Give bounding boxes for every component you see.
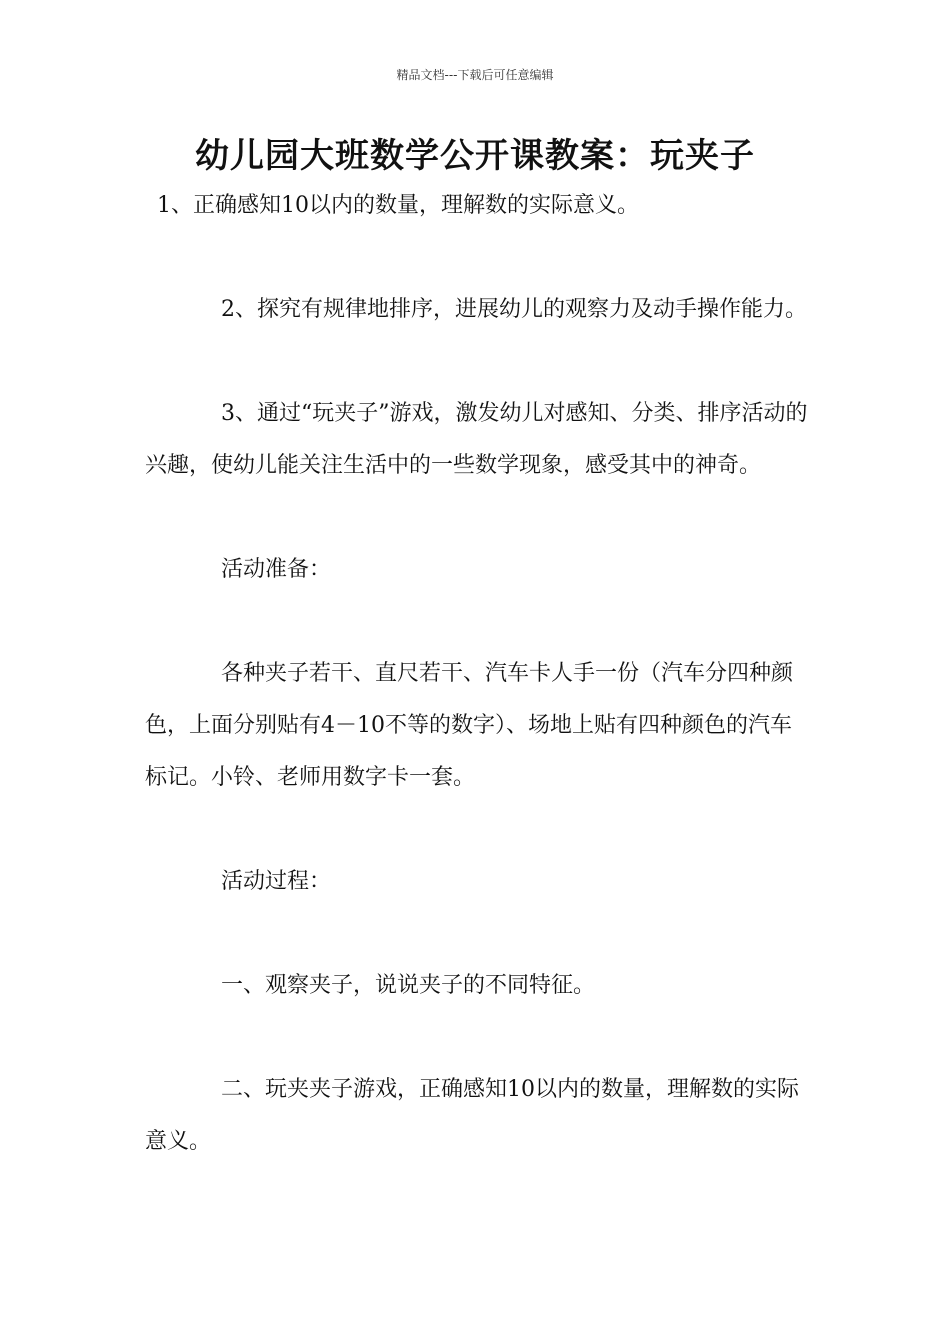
document-title: 幼儿园大班数学公开课教案：玩夹子 (195, 136, 755, 176)
document-body (145, 180, 810, 1168)
section-heading-process: 活动过程： (221, 869, 332, 894)
objective-1: 1、正确感知10以内的数量，理解数的实际意义。 (157, 193, 639, 218)
process-step-1: 一、观察夹子，说说夹子的不同特征。 (221, 973, 596, 998)
objective-2: 2、探究有规律地排序，进展幼儿的观察力及动手操作能力。 (221, 297, 807, 322)
page-header: 精品文档---下载后可任意编辑 (396, 68, 554, 82)
preparation-paragraph: 各种夹子若干、直尺若干、汽车卡人手一份（汽车分四种颜色，上面分别贴有4－10不等的数字）、场地上贴有四种颜色的汽车标记。小铃、老师用数字卡一套。 (145, 661, 794, 790)
section-heading-preparation: 活动准备： (221, 557, 332, 582)
process-step-2: 二、玩夹夹子游戏，正确感知10以内的数量，理解数的实际意义。 (145, 1077, 799, 1154)
objective-3: 3、通过“玩夹子”游戏，激发幼儿对感知、分类、排序活动的兴趣，使幼儿能关注生活中的一些数学现象，感受其中的神奇。 (145, 401, 808, 478)
